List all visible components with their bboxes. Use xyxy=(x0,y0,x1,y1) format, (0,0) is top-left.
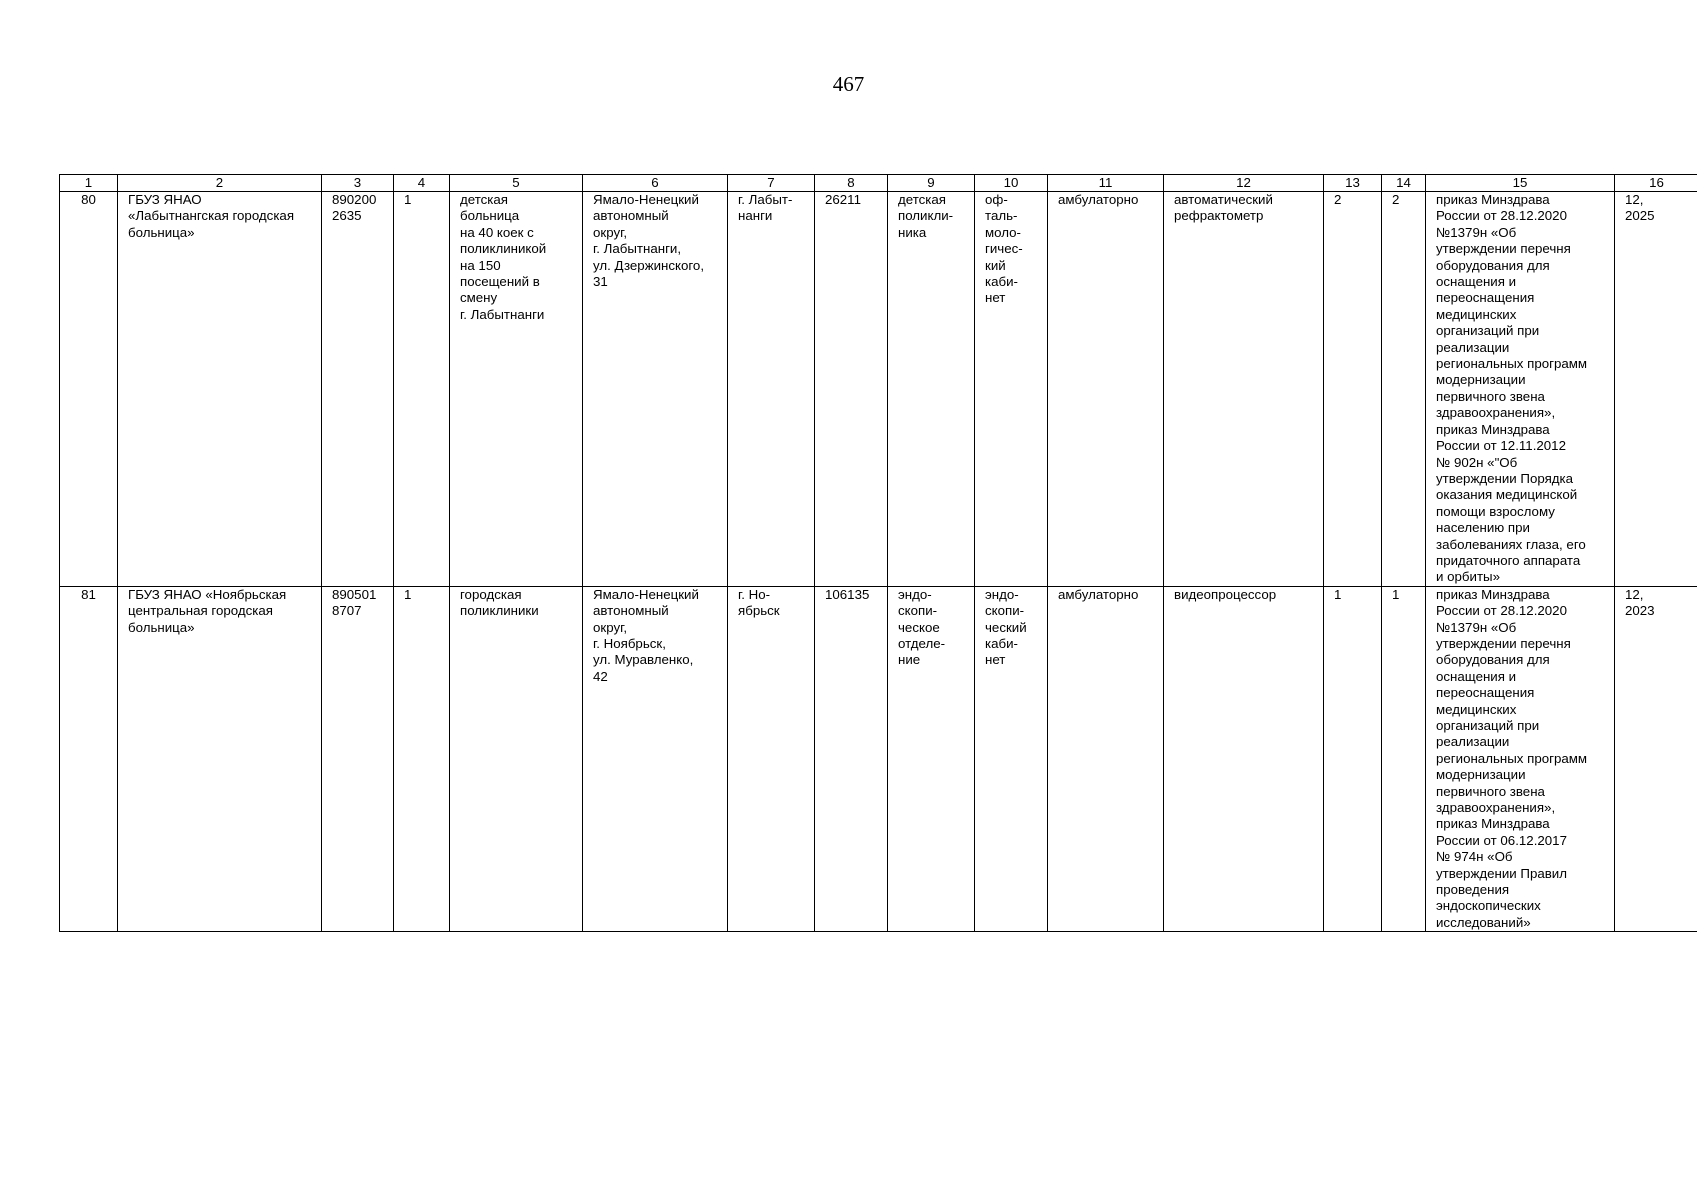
cell-text-line: № 902н «"Об xyxy=(1436,454,1518,470)
column-header-12: 12 xyxy=(1164,175,1324,192)
cell-text-line: больница» xyxy=(128,619,195,635)
cell-text-line: реализации xyxy=(1436,339,1510,355)
cell-text-line: эндо- xyxy=(898,586,932,602)
table-cell-col-16 xyxy=(1615,192,1697,587)
table-cell-col-2 xyxy=(118,192,322,587)
cell-text-line: городская xyxy=(460,586,522,602)
column-header-14: 14 xyxy=(1382,175,1426,192)
cell-text-line: оказания медицинской xyxy=(1436,487,1578,503)
cell-text-line: утверждении перечня xyxy=(1436,635,1571,651)
column-header-5: 5 xyxy=(450,175,583,192)
cell-text-line: г. Лабытнанги xyxy=(460,306,545,322)
cell-text-line: поликли- xyxy=(898,208,954,224)
cell-text-line: оснащения и xyxy=(1436,668,1517,684)
table-cell-col-16 xyxy=(1615,586,1697,932)
cell-text-line: 80 xyxy=(81,192,96,207)
table-cell-col-6 xyxy=(583,192,728,587)
table-cell-col-8 xyxy=(815,586,888,932)
cell-text-line: организаций при xyxy=(1436,718,1540,733)
column-header-2: 2 xyxy=(118,175,322,192)
table-cell-col-11 xyxy=(1048,586,1164,932)
table-cell-col-7 xyxy=(728,192,815,587)
cell-text-line: модернизации xyxy=(1436,767,1526,783)
cell-text-line: автономный xyxy=(593,603,669,619)
cell-text-line: России от 28.12.2020 xyxy=(1436,603,1567,619)
cell-text-line: региональных программ xyxy=(1436,750,1588,766)
table-cell-col-2 xyxy=(118,586,322,932)
cell-text-line: 31 xyxy=(593,274,608,290)
cell-text-line: Ямало-Ненецкий xyxy=(593,586,699,602)
column-header-8: 8 xyxy=(815,175,888,192)
cell-text-line: рефрактометр xyxy=(1174,208,1264,224)
table-cell-col-13 xyxy=(1324,192,1382,587)
cell-text-line: реализации xyxy=(1436,734,1510,750)
cell-text-line: автономный xyxy=(593,208,669,224)
cell-text-line: центральная городская xyxy=(128,603,273,619)
cell-text-line: ческое xyxy=(898,619,940,635)
table-row xyxy=(60,192,1697,587)
cell-text-line: 106135 xyxy=(825,586,870,602)
cell-text-line: оснащения и xyxy=(1436,274,1517,290)
cell-text-line: 81 xyxy=(81,586,96,602)
column-header-16: 16 xyxy=(1615,175,1697,192)
cell-text-line: поликлиники xyxy=(460,603,539,619)
cell-text-line: первичного звена xyxy=(1436,783,1545,799)
cell-text-line: г. Лабыт- xyxy=(738,192,793,207)
cell-text-line: скопи- xyxy=(898,603,938,619)
column-header-11: 11 xyxy=(1048,175,1164,192)
cell-text-line: больница xyxy=(460,208,520,224)
cell-text-line: России от 28.12.2020 xyxy=(1436,208,1567,224)
cell-text-line: региональных программ xyxy=(1436,356,1588,372)
header-row xyxy=(60,175,1697,192)
table-cell-col-7 xyxy=(728,586,815,932)
cell-text-line: № 974н «Об xyxy=(1436,849,1513,865)
cell-text-line: организаций при xyxy=(1436,323,1540,339)
cell-text-line: №1379н «Об xyxy=(1436,619,1517,635)
cell-text-line: 890200 xyxy=(332,192,377,207)
cell-text-line: ябрьск xyxy=(738,603,780,619)
cell-text-line: 2635 xyxy=(332,208,362,224)
cell-text-line: 890501 xyxy=(332,586,377,602)
cell-text-line: г. Лабытнанги, xyxy=(593,241,682,257)
cell-text-line: 12, xyxy=(1625,586,1644,602)
cell-text-line: округ, xyxy=(593,619,628,635)
cell-text-line: г. Ноябрьск, xyxy=(593,635,666,651)
table-cell-col-5 xyxy=(450,586,583,932)
table-cell-col-9 xyxy=(888,192,975,587)
cell-text-line: ческий xyxy=(985,619,1027,635)
cell-text-line: на 40 коек с xyxy=(460,224,534,240)
cell-text-line: заболеваниях глаза, его xyxy=(1436,536,1586,552)
table-row xyxy=(60,586,1697,932)
cell-text-line: утверждении Порядка xyxy=(1436,470,1574,486)
cell-text-line: медицинских xyxy=(1436,701,1517,717)
cell-text-line: 12, xyxy=(1625,192,1644,207)
cell-text-line: амбулаторно xyxy=(1058,586,1139,602)
cell-text-line: России от 12.11.2012 xyxy=(1436,438,1566,454)
equipment-table xyxy=(59,174,1697,932)
table-cell-col-8 xyxy=(815,192,888,587)
cell-text-line: 1 xyxy=(1392,586,1400,602)
cell-text-line: медицинских xyxy=(1436,306,1517,322)
cell-text-line: ние xyxy=(898,652,921,668)
cell-text-line: 1 xyxy=(404,192,412,207)
cell-text-line: 2025 xyxy=(1625,208,1655,224)
column-header-10: 10 xyxy=(975,175,1048,192)
cell-text-line: нет xyxy=(985,290,1006,306)
cell-text-line: таль- xyxy=(985,208,1018,224)
cell-text-line: каби- xyxy=(985,274,1018,290)
cell-text-line: больница» xyxy=(128,224,195,240)
cell-text-line: автоматический xyxy=(1174,192,1273,207)
cell-text-line: 8707 xyxy=(332,603,362,619)
table-cell-col-14 xyxy=(1382,586,1426,932)
cell-text-line: переоснащения xyxy=(1436,685,1535,701)
cell-text-line: ГБУЗ ЯНАО xyxy=(128,192,202,207)
column-header-7: 7 xyxy=(728,175,815,192)
cell-text-line: переоснащения xyxy=(1436,290,1535,306)
cell-text-line: оборудования для xyxy=(1436,257,1550,273)
table-cell-col-6 xyxy=(583,586,728,932)
cell-text-line: утверждении Правил xyxy=(1436,865,1567,881)
column-header-1: 1 xyxy=(60,175,118,192)
cell-text-line: кий xyxy=(985,257,1006,273)
table-cell-col-5 xyxy=(450,192,583,587)
table-cell-col-1 xyxy=(60,586,118,932)
table-cell-col-13 xyxy=(1324,586,1382,932)
table-cell-col-4 xyxy=(394,192,450,587)
cell-text-line: на 150 xyxy=(460,257,501,273)
cell-text-line: видеопроцессор xyxy=(1174,586,1277,602)
cell-text-line: г. Но- xyxy=(738,586,771,602)
table-cell-col-1 xyxy=(60,192,118,587)
cell-text-line: ГБУЗ ЯНАО «Ноябрьская xyxy=(128,586,287,602)
column-header-9: 9 xyxy=(888,175,975,192)
cell-text-line: здравоохранения», xyxy=(1436,405,1556,421)
cell-text-line: приказ Минздрава xyxy=(1436,816,1550,832)
cell-text-line: оф- xyxy=(985,192,1008,207)
column-header-13: 13 xyxy=(1324,175,1382,192)
cell-text-line: скопи- xyxy=(985,603,1025,619)
cell-text-line: 1 xyxy=(404,586,412,602)
cell-text-line: населению при xyxy=(1436,520,1530,536)
table-cell-col-4 xyxy=(394,586,450,932)
cell-text-line: 26211 xyxy=(825,192,861,207)
table-cell-col-9 xyxy=(888,586,975,932)
table-cell-col-10 xyxy=(975,586,1048,932)
table-cell-col-14 xyxy=(1382,192,1426,587)
cell-text-line: приказ Минздрава xyxy=(1436,421,1550,437)
cell-text-line: нет xyxy=(985,652,1006,668)
cell-text-line: здравоохранения», xyxy=(1436,800,1556,816)
cell-text-line: ул. Муравленко, xyxy=(593,652,694,668)
cell-text-line: «Лабытнангская городская xyxy=(128,208,295,224)
column-header-6: 6 xyxy=(583,175,728,192)
cell-text-line: исследований» xyxy=(1436,914,1531,930)
cell-text-line: первичного звена xyxy=(1436,388,1545,404)
cell-text-line: смену xyxy=(460,290,498,306)
cell-text-line: детская xyxy=(460,192,509,207)
column-header-3: 3 xyxy=(322,175,394,192)
cell-text-line: округ, xyxy=(593,224,628,240)
cell-text-line: Ямало-Ненецкий xyxy=(593,192,699,207)
cell-text-line: помощи взрослому xyxy=(1436,503,1555,519)
column-header-15: 15 xyxy=(1426,175,1615,192)
cell-text-line: утверждении перечня xyxy=(1436,241,1571,257)
cell-text-line: моло- xyxy=(985,224,1021,240)
table-cell-col-15 xyxy=(1426,586,1615,932)
cell-text-line: отделе- xyxy=(898,635,946,651)
cell-text-line: эндоскопических xyxy=(1436,898,1541,914)
cell-text-line: оборудования для xyxy=(1436,652,1550,668)
cell-text-line: эндо- xyxy=(985,586,1019,602)
cell-text-line: придаточного аппарата xyxy=(1436,552,1581,568)
cell-text-line: амбулаторно xyxy=(1058,192,1139,207)
cell-text-line: и орбиты» xyxy=(1436,569,1500,585)
table-cell-col-12 xyxy=(1164,192,1324,587)
cell-text-line: проведения xyxy=(1436,882,1510,898)
cell-text-line: детская xyxy=(898,192,947,207)
cell-text-line: модернизации xyxy=(1436,372,1526,388)
cell-text-line: №1379н «Об xyxy=(1436,224,1517,240)
cell-text-line: приказ Минздрава xyxy=(1436,192,1550,207)
column-header-4: 4 xyxy=(394,175,450,192)
table-cell-col-15 xyxy=(1426,192,1615,587)
table-cell-col-10 xyxy=(975,192,1048,587)
table-cell-col-3 xyxy=(322,586,394,932)
cell-text-line: каби- xyxy=(985,635,1018,651)
table-cell-col-3 xyxy=(322,192,394,587)
cell-text-line: 2 xyxy=(1334,192,1342,207)
cell-text-line: поликлиникой xyxy=(460,241,547,257)
cell-text-line: 1 xyxy=(1334,586,1342,602)
cell-text-line: ника xyxy=(898,224,927,240)
cell-text-line: посещений в xyxy=(460,274,540,290)
cell-text-line: гичес- xyxy=(985,241,1023,257)
cell-text-line: 2023 xyxy=(1625,603,1655,619)
cell-text-line: 2 xyxy=(1392,192,1400,207)
page-number: 467 xyxy=(832,72,865,96)
table-cell-col-11 xyxy=(1048,192,1164,587)
cell-text-line: ул. Дзержинского, xyxy=(593,257,705,273)
cell-text-line: приказ Минздрава xyxy=(1436,586,1550,602)
cell-text-line: нанги xyxy=(738,208,773,224)
cell-text-line: 42 xyxy=(593,668,608,684)
table-cell-col-12 xyxy=(1164,586,1324,932)
cell-text-line: России от 06.12.2017 xyxy=(1436,832,1567,848)
